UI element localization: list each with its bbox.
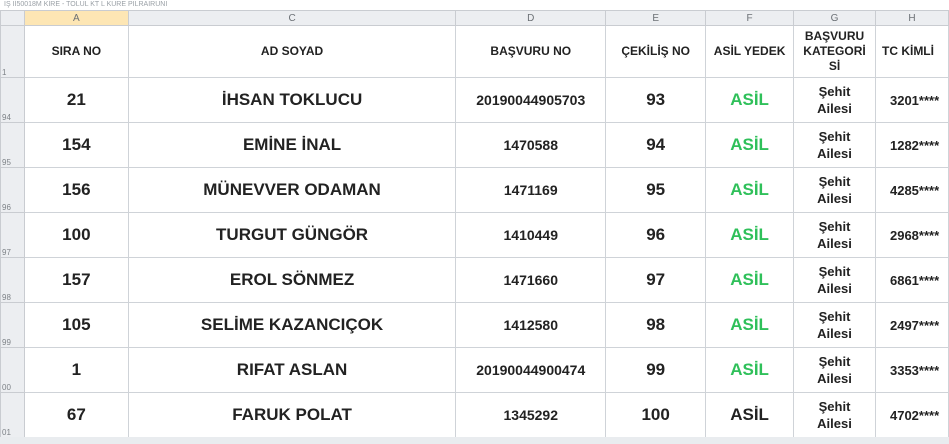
window-title: IŞ Iİ50018M KİRE - TOLUL KT L KURE PILRAIRUNI (0, 0, 949, 10)
cell-basvuru-no[interactable]: 20190044905703 (456, 78, 606, 123)
category-line1: Şehit (818, 264, 851, 279)
category-line1: Şehit (818, 84, 851, 99)
cell-cekilis-no[interactable]: 99 (606, 348, 706, 393)
cell-asil-yedek[interactable]: ASİL (706, 393, 794, 438)
cell-asil-yedek[interactable]: ASİL (706, 348, 794, 393)
cell-tc-kimlik[interactable]: 2497**** (875, 303, 948, 348)
cell-cekilis-no[interactable]: 96 (606, 213, 706, 258)
table-row (1, 393, 949, 438)
cell-ad-soyad[interactable]: SELİME KAZANCIÇOK (128, 303, 456, 348)
cell-basvuru-kategorisi[interactable] (794, 303, 876, 348)
sheet-bottom-edge (0, 437, 949, 444)
table-row (1, 123, 949, 168)
row-header[interactable]: 95 (1, 123, 25, 168)
cell-asil-yedek[interactable]: ASİL (706, 168, 794, 213)
cell-sira-no[interactable]: 105 (24, 303, 128, 348)
category-line2: Ailesi (817, 326, 852, 341)
cell-asil-yedek[interactable]: ASİL (706, 123, 794, 168)
cell-basvuru-no[interactable]: 20190044900474 (456, 348, 606, 393)
cell-cekilis-no[interactable]: 95 (606, 168, 706, 213)
cell-ad-soyad[interactable]: MÜNEVVER ODAMAN (128, 168, 456, 213)
cell-tc-kimlik[interactable]: 1282**** (875, 123, 948, 168)
column-header-e[interactable]: E (606, 11, 706, 26)
row-header[interactable]: 94 (1, 78, 25, 123)
data-table (0, 10, 949, 438)
row-header[interactable]: 00 (1, 348, 25, 393)
cell-basvuru-no[interactable]: 1412580 (456, 303, 606, 348)
cell-sira-no[interactable]: 1 (24, 348, 128, 393)
cell-sira-no[interactable]: 67 (24, 393, 128, 438)
table-row (1, 303, 949, 348)
cell-sira-no[interactable]: 154 (24, 123, 128, 168)
header-row (1, 26, 949, 78)
column-header-c[interactable]: C (128, 11, 456, 26)
cell-basvuru-no[interactable]: 1410449 (456, 213, 606, 258)
category-line2: Ailesi (817, 371, 852, 386)
header-kategori-line2: KATEGORİ (803, 44, 866, 58)
table-row (1, 168, 949, 213)
category-line1: Şehit (818, 309, 851, 324)
header-asil-yedek[interactable]: ASİL YEDEK (706, 26, 794, 78)
header-ad-soyad[interactable]: AD SOYAD (128, 26, 456, 78)
category-line2: Ailesi (817, 281, 852, 296)
category-line1: Şehit (818, 129, 851, 144)
select-all-corner[interactable] (1, 11, 25, 26)
category-line1: Şehit (818, 399, 851, 414)
row-header[interactable]: 96 (1, 168, 25, 213)
header-cekilis-no[interactable]: ÇEKİLİŞ NO (606, 26, 706, 78)
cell-asil-yedek[interactable]: ASİL (706, 303, 794, 348)
cell-basvuru-kategorisi[interactable] (794, 258, 876, 303)
cell-basvuru-kategorisi[interactable] (794, 348, 876, 393)
category-line2: Ailesi (817, 191, 852, 206)
category-line1: Şehit (818, 354, 851, 369)
cell-cekilis-no[interactable]: 98 (606, 303, 706, 348)
header-kategori-line3: Sİ (828, 59, 841, 73)
row-header[interactable]: 98 (1, 258, 25, 303)
category-line2: Ailesi (817, 416, 852, 431)
cell-ad-soyad[interactable]: FARUK POLAT (128, 393, 456, 438)
table-row (1, 213, 949, 258)
cell-ad-soyad[interactable]: EROL SÖNMEZ (128, 258, 456, 303)
cell-basvuru-no[interactable]: 1471660 (456, 258, 606, 303)
row-header[interactable]: 01 (1, 393, 25, 438)
cell-basvuru-no[interactable]: 1471169 (456, 168, 606, 213)
spreadsheet-grid[interactable] (0, 10, 949, 444)
cell-ad-soyad[interactable]: İHSAN TOKLUCU (128, 78, 456, 123)
cell-asil-yedek[interactable]: ASİL (706, 78, 794, 123)
header-sira-no[interactable]: SIRA NO (24, 26, 128, 78)
cell-basvuru-no[interactable]: 1345292 (456, 393, 606, 438)
header-basvuru-kategorisi[interactable] (794, 26, 876, 78)
column-header-g[interactable]: G (794, 11, 876, 26)
row-header[interactable]: 99 (1, 303, 25, 348)
column-header-h[interactable]: H (875, 11, 948, 26)
category-line1: Şehit (818, 174, 851, 189)
cell-sira-no[interactable]: 21 (24, 78, 128, 123)
cell-ad-soyad[interactable]: RIFAT ASLAN (128, 348, 456, 393)
table-row (1, 258, 949, 303)
column-header-d[interactable]: D (456, 11, 606, 26)
cell-cekilis-no[interactable]: 100 (606, 393, 706, 438)
cell-cekilis-no[interactable]: 94 (606, 123, 706, 168)
column-header-row (1, 11, 949, 26)
header-tc-kimlik[interactable]: TC KİMLİ (875, 26, 948, 78)
cell-asil-yedek[interactable]: ASİL (706, 213, 794, 258)
cell-basvuru-no[interactable]: 1470588 (456, 123, 606, 168)
cell-tc-kimlik[interactable]: 4702**** (875, 393, 948, 438)
category-line2: Ailesi (817, 146, 852, 161)
category-line2: Ailesi (817, 101, 852, 116)
cell-basvuru-kategorisi[interactable] (794, 393, 876, 438)
cell-ad-soyad[interactable]: EMİNE İNAL (128, 123, 456, 168)
cell-cekilis-no[interactable]: 97 (606, 258, 706, 303)
cell-tc-kimlik[interactable]: 6861**** (875, 258, 948, 303)
category-line1: Şehit (818, 219, 851, 234)
cell-sira-no[interactable]: 156 (24, 168, 128, 213)
category-line2: Ailesi (817, 236, 852, 251)
header-kategori-line1: BAŞVURU (804, 29, 865, 43)
cell-ad-soyad[interactable]: TURGUT GÜNGÖR (128, 213, 456, 258)
cell-basvuru-kategorisi[interactable] (794, 168, 876, 213)
cell-tc-kimlik[interactable]: 3201**** (875, 78, 948, 123)
cell-tc-kimlik[interactable]: 3353**** (875, 348, 948, 393)
table-row (1, 78, 949, 123)
cell-basvuru-kategorisi[interactable] (794, 213, 876, 258)
row-header[interactable]: 1 (1, 26, 25, 78)
cell-basvuru-kategorisi[interactable] (794, 123, 876, 168)
row-header[interactable]: 97 (1, 213, 25, 258)
header-basvuru-no[interactable]: BAŞVURU NO (456, 26, 606, 78)
cell-asil-yedek[interactable]: ASİL (706, 258, 794, 303)
table-row (1, 348, 949, 393)
cell-sira-no[interactable]: 157 (24, 258, 128, 303)
column-header-a[interactable]: A (24, 11, 128, 26)
cell-tc-kimlik[interactable]: 4285**** (875, 168, 948, 213)
cell-cekilis-no[interactable]: 93 (606, 78, 706, 123)
cell-basvuru-kategorisi[interactable] (794, 78, 876, 123)
column-header-f[interactable]: F (706, 11, 794, 26)
cell-tc-kimlik[interactable]: 2968**** (875, 213, 948, 258)
cell-sira-no[interactable]: 100 (24, 213, 128, 258)
